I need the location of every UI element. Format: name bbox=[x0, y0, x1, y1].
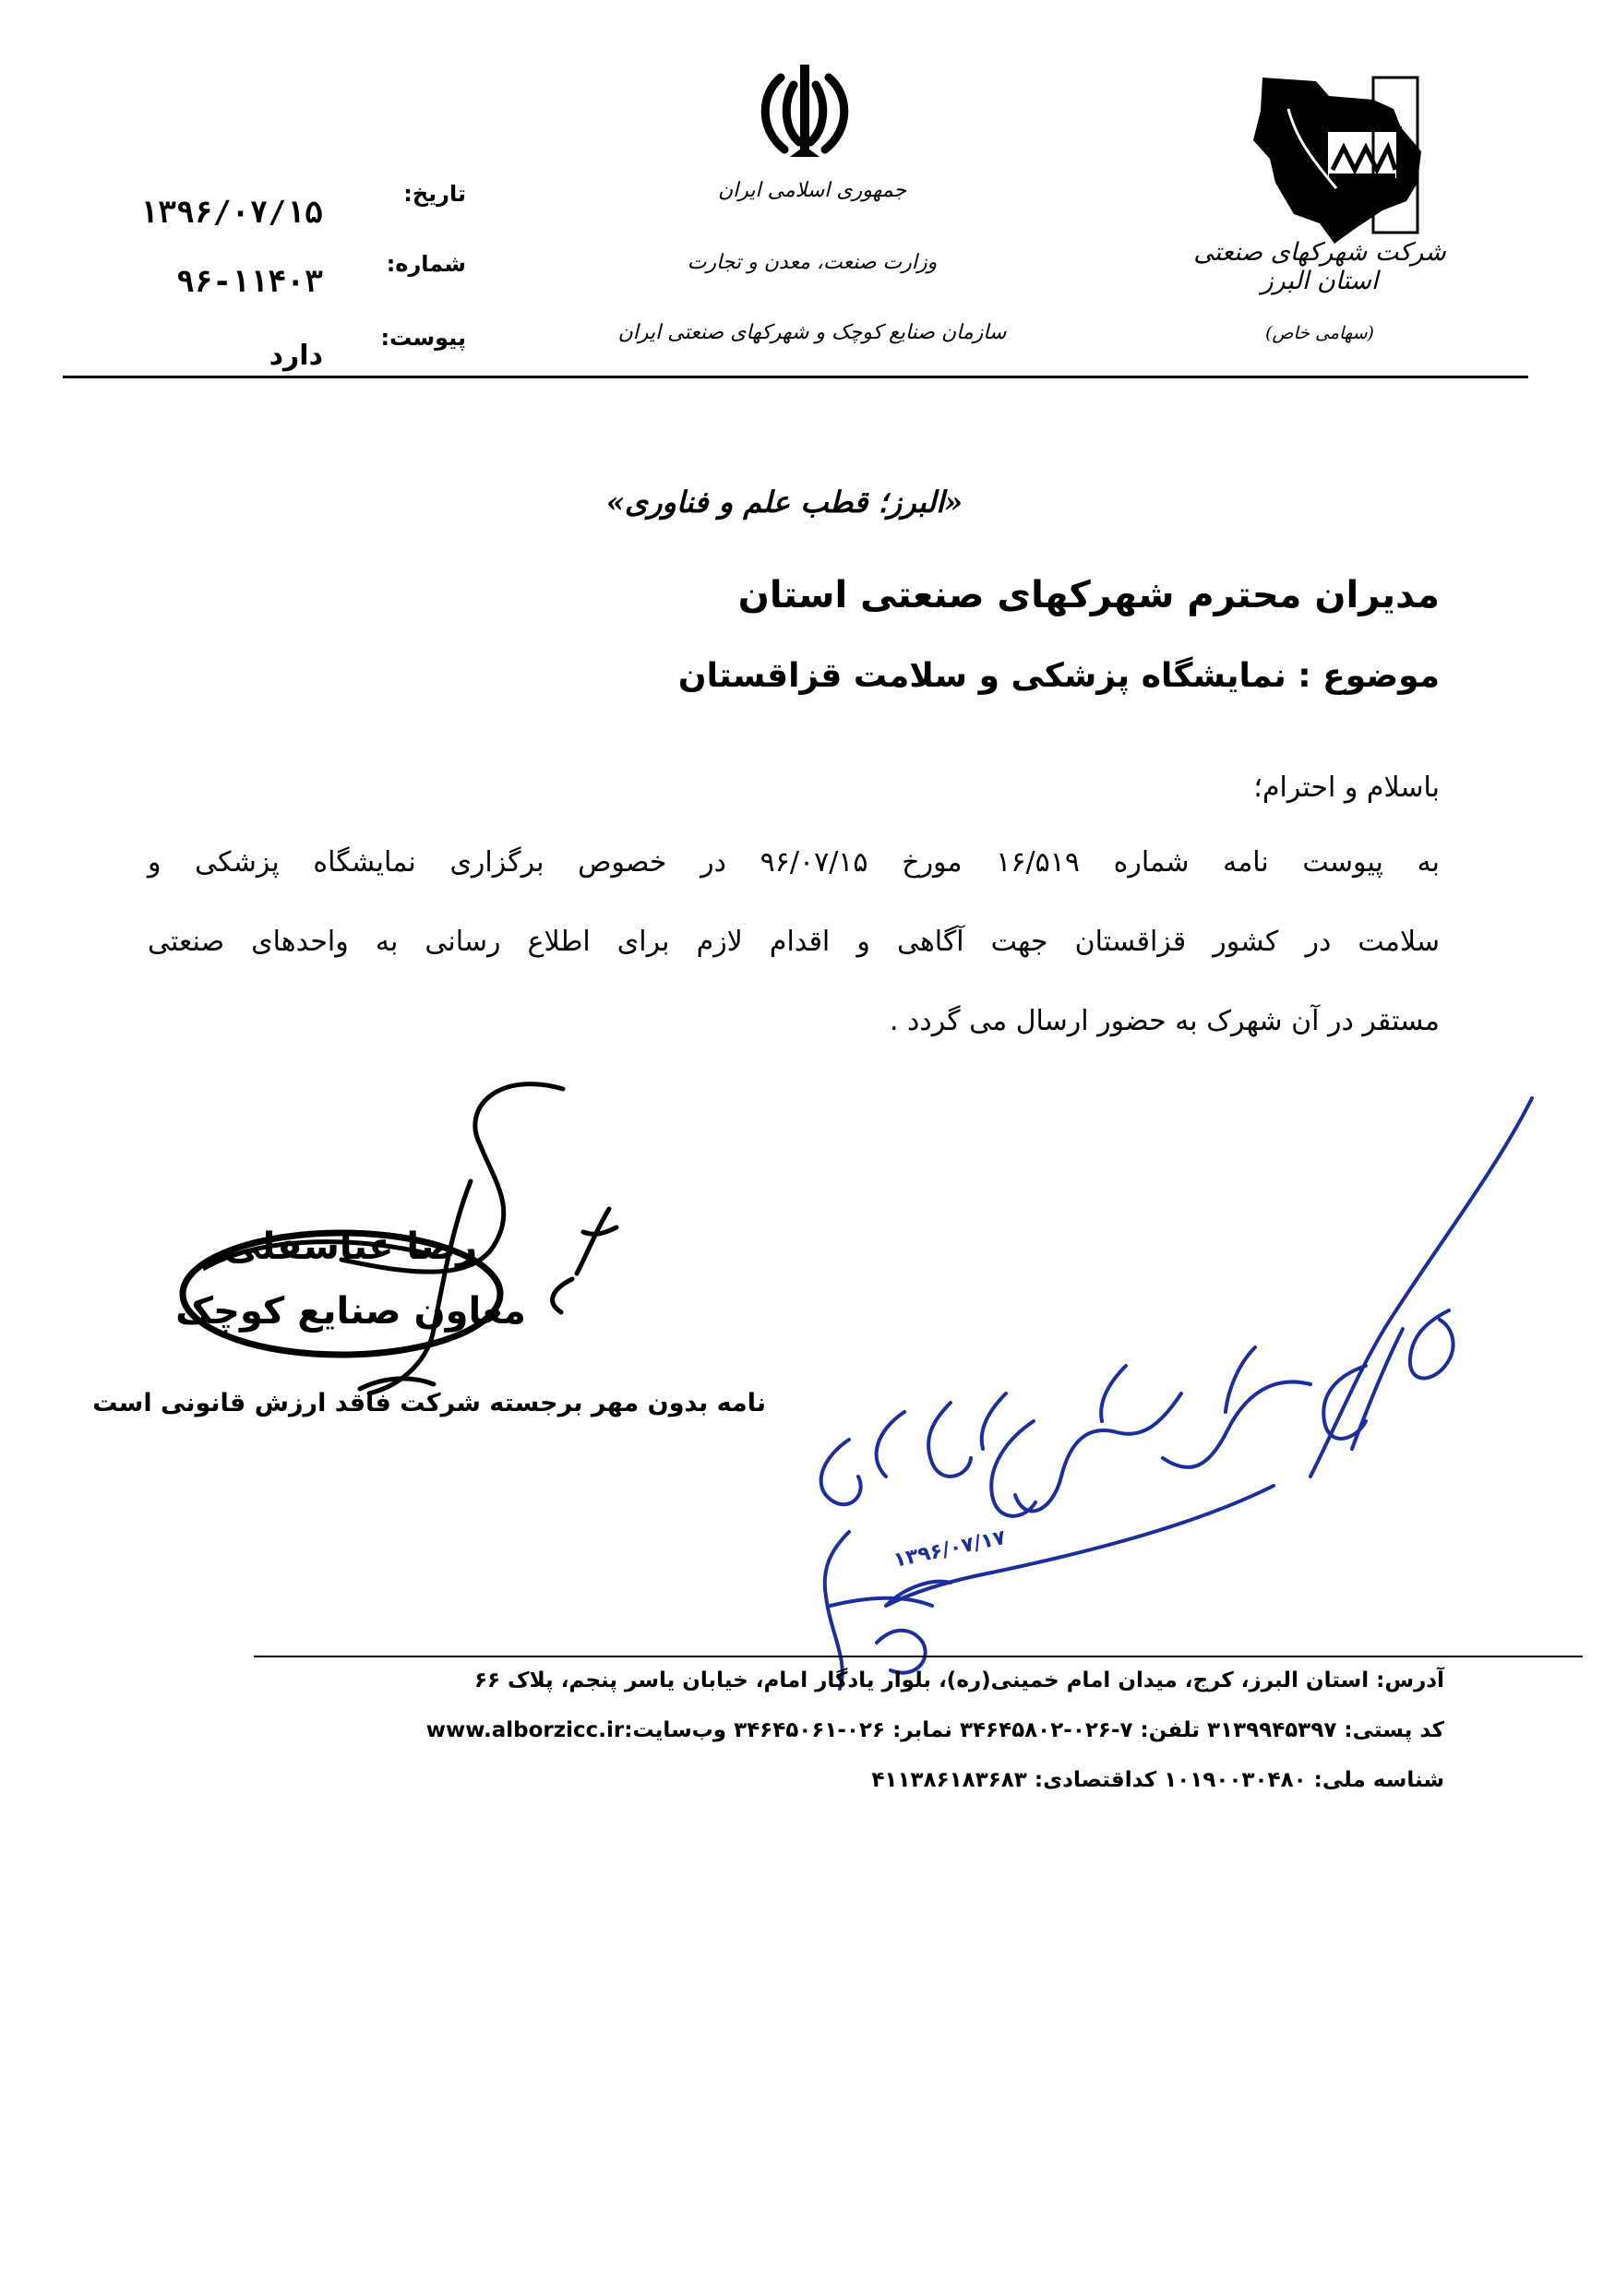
legal-note: نامه بدون مهر برجسته شرکت فاقد ارزش قانونی است bbox=[92, 1389, 766, 1417]
number-label: شماره: bbox=[386, 251, 466, 277]
footer-divider bbox=[254, 1656, 1583, 1657]
signer-name: رضا عباسقلی bbox=[223, 1226, 478, 1268]
company-name: شرکت شهرکهای صنعتی استان البرز bbox=[1193, 238, 1446, 295]
footer-contact bbox=[152, 1718, 1444, 1742]
body-paragraph-line: مستقر در آن شهرک به حضور ارسال می گردد . bbox=[889, 1005, 1440, 1037]
slogan: «البرز؛ قطب علم و فناوری» bbox=[605, 484, 963, 520]
subject-line: موضوع : نمایشگاه پزشکی و سلامت قزاقستان bbox=[677, 657, 1440, 695]
iran-emblem-icon bbox=[749, 57, 860, 166]
footer-address: آدرس: استان البرز، کرج، میدان امام خمینی(ره)، بلوار یادگار امام، خیابان یاسر پنجم، پلاک ۶۶ bbox=[473, 1668, 1444, 1692]
attachment-value: دارد bbox=[269, 340, 323, 372]
footer-ids: شناسه ملی: ۱۰۱۹۰۰۳۰۴۸۰ کداقتصادی: ۴۱۱۳۸۶۱۸۳۶۸۳ bbox=[871, 1768, 1444, 1792]
greeting: باسلام و احترام؛ bbox=[1253, 771, 1440, 804]
body-paragraph-line: سلامت در کشور قزاقستان جهت آگاهی و اقدام لازم برای اطلاع رسانی به واحدهای صنعتی bbox=[148, 926, 1440, 958]
body-paragraph-line: به پیوست نامه شماره ۱۶/۵۱۹ مورخ ۹۶/۰۷/۱۵ در خصوص برگزاری نمایشگاه پزشکی و bbox=[148, 846, 1440, 879]
recipient-line: مدیران محترم شهرکهای صنعتی استان bbox=[737, 574, 1440, 616]
attachment-label: پیوست: bbox=[380, 325, 466, 351]
footer-website-link[interactable]: www.alborzicc.ir bbox=[425, 1718, 625, 1742]
company-logo-icon bbox=[1244, 72, 1429, 247]
date-value: ۱۳۹۶/۰۷/۱۵ bbox=[139, 194, 323, 230]
organization-title: سازمان صنایع کوچک و شهرکهای صنعتی ایران bbox=[617, 321, 1007, 344]
header-divider bbox=[63, 376, 1528, 378]
date-label: تاریخ: bbox=[403, 181, 466, 207]
republic-title: جمهوری اسلامی ایران bbox=[717, 179, 907, 202]
letter-number-value: ۹۶-۱۱۴۰۳ bbox=[176, 263, 323, 299]
footer-postal-phone: کد پستی: ۳۱۳۹۹۴۵۳۹۷ تلفن: ۷-۰۲۶-۳۴۶۴۵۸۰۲ نمابر: ۰۲۶-۳۴۶۴۵۰۶۱ وب‌سایت: bbox=[624, 1718, 1444, 1742]
signer-title: معاون صنایع کوچک bbox=[175, 1290, 526, 1333]
company-type: (سهامی خاص) bbox=[1265, 323, 1374, 343]
svg-text:۱۳۹۶/۰۷/۱۷: ۱۳۹۶/۰۷/۱۷ bbox=[891, 1525, 1009, 1573]
ministry-title: وزارت صنعت، معدن و تجارت bbox=[687, 251, 938, 274]
handwritten-annotation bbox=[794, 1089, 1550, 1698]
